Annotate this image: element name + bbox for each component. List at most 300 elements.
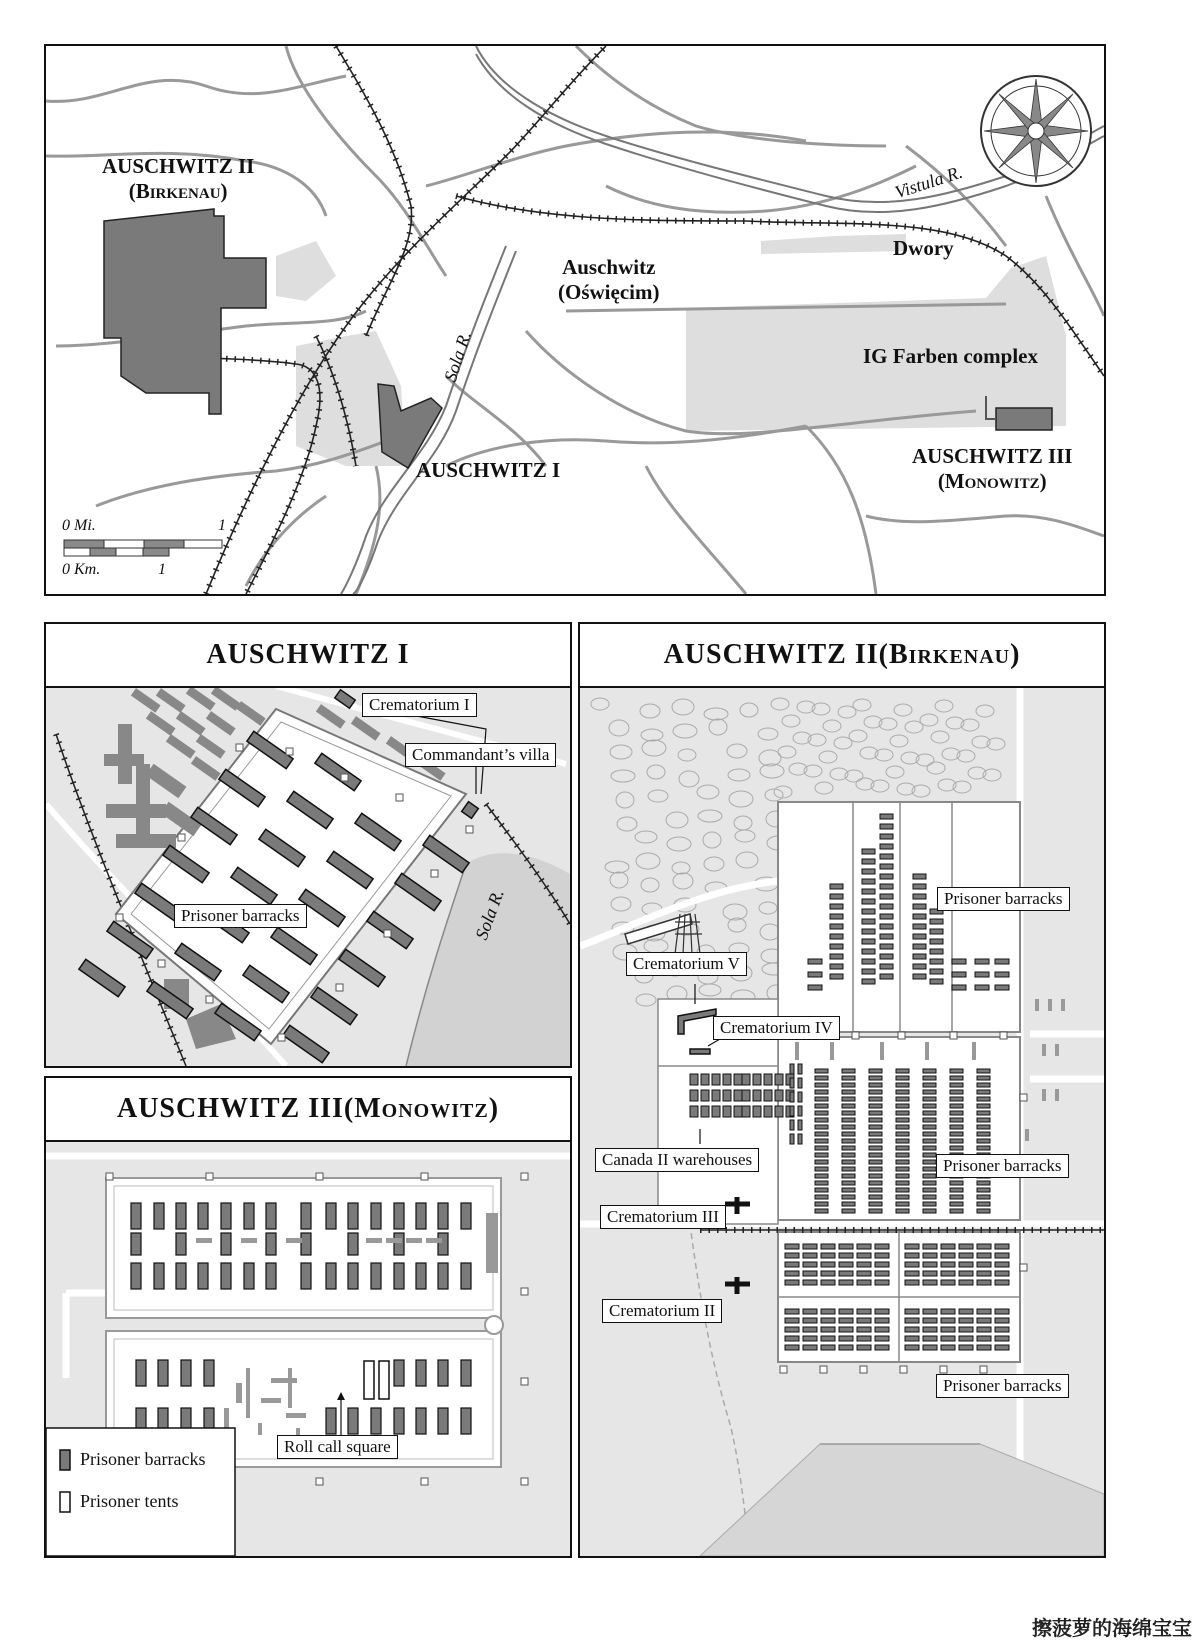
birkenau-barrack [880,874,893,879]
birkenau-barrack [790,1120,794,1130]
auschwitz1-drawing [46,624,570,1066]
birkenau-barrack [869,1174,882,1178]
birkenau-barrack [913,934,926,939]
birkenau-barrack [815,1076,828,1080]
barracks-mid-label: Prisoner barracks [936,1154,1069,1178]
birkenau-barrack [842,1111,855,1115]
monowitz-barrack [181,1360,191,1386]
birkenau-barrack [905,1271,919,1276]
birkenau-barrack [950,1188,963,1192]
birkenau-barrack [869,1188,882,1192]
birkenau-barrack [808,959,822,964]
monowitz-barrack [438,1263,448,1289]
birkenau-barrack [923,1153,936,1157]
birkenau-barrack [959,1318,973,1323]
birkenau-barrack [842,1167,855,1171]
birkenau-barrack [896,1153,909,1157]
sola-river-label: Sola R. [471,886,508,943]
birkenau-barrack [959,1336,973,1341]
birkenau-barrack [821,1262,835,1267]
birkenau-barrack [869,1083,882,1087]
monowitz-barrack [266,1263,276,1289]
birkenau-barrack [923,1336,937,1341]
birkenau-barrack [995,1345,1009,1350]
birkenau-barrack [941,1336,955,1341]
birkenau-barrack [764,1106,772,1117]
monowitz-barrack [221,1263,231,1289]
watch-post [116,914,123,921]
minor-building [196,1238,212,1243]
birkenau-barrack [869,1076,882,1080]
birkenau-barrack [857,1309,871,1314]
birkenau-barrack [857,1318,871,1323]
birkenau-barrack [712,1106,720,1117]
birkenau-barrack [950,1111,963,1115]
birkenau-barrack [959,1262,973,1267]
watch-post [316,1478,323,1485]
birkenau-barrack [815,1090,828,1094]
birkenau-barrack [753,1090,761,1101]
monowitz-label: AUSCHWITZ III (Monowitz) [912,444,1073,493]
birkenau-barrack [913,884,926,889]
compass-rose-icon [981,76,1091,186]
birkenau-barrack [690,1074,698,1085]
birkenau-drawing [580,624,1104,1556]
birkenau-barrack [930,969,943,974]
watch-post [336,984,343,991]
birkenau-barrack [913,944,926,949]
birkenau-barrack [803,1345,817,1350]
crematorium2-label: Crematorium II [602,1299,722,1323]
birkenau-barrack [869,1195,882,1199]
birkenau-barrack [913,914,926,919]
birkenau-barrack [977,1188,990,1192]
monowitz-barrack [348,1263,358,1289]
birkenau-barrack [839,1336,853,1341]
crematorium3-label: Crematorium III [600,1205,726,1229]
birkenau-barrack [923,1125,936,1129]
birkenau-barrack [977,1146,990,1150]
birkenau-barrack [896,1174,909,1178]
birkenau-barrack [839,1309,853,1314]
birkenau-barrack [880,864,893,869]
birkenau-barrack [923,1160,936,1164]
birkenau-barrack [790,1064,794,1074]
monowitz-barrack [301,1263,311,1289]
birkenau-barrack [821,1253,835,1258]
monowitz-barrack [461,1263,471,1289]
birkenau-barrack [880,834,893,839]
birkenau-barrack [913,874,926,879]
birkenau-title [580,624,1104,688]
birkenau-barrack [995,1318,1009,1323]
birkenau-barrack [869,1090,882,1094]
birkenau-barrack [950,1132,963,1136]
birkenau-title-main: AUSCHWITZ II [663,639,879,670]
monowitz-drawing [46,1078,570,1556]
barracks-bottom-label: Prisoner barracks [936,1374,1069,1398]
birkenau-barrack [830,974,843,979]
birkenau-barrack [913,954,926,959]
birkenau-barrack [701,1106,709,1117]
birkenau-barrack [977,1202,990,1206]
birkenau-barrack [905,1345,919,1350]
birkenau-barrack [977,1271,991,1276]
scale-bar [64,540,222,556]
birkenau-panel [578,622,1106,1558]
monowitz-barrack [416,1408,426,1434]
birkenau-barrack [862,879,875,884]
birkenau-barrack [959,1253,973,1258]
birkenau-barrack [950,1069,963,1073]
monowitz-barrack [416,1203,426,1229]
monowitz-barrack [394,1233,404,1255]
birkenau-barrack [839,1327,853,1332]
birkenau-barrack [923,1118,936,1122]
watch-post [980,1366,987,1373]
birkenau-barrack [923,1167,936,1171]
birkenau-barrack [977,1280,991,1285]
birkenau-barrack [857,1253,871,1258]
birkenau-barrack [995,1262,1009,1267]
birkenau-barrack [803,1318,817,1323]
birkenau-barrack [941,1280,955,1285]
birkenau-barrack [842,1076,855,1080]
birkenau-barrack [896,1181,909,1185]
overview-map-drawing [46,46,1104,594]
birkenau-barrack [995,985,1009,990]
birkenau-barrack [977,1318,991,1323]
birkenau-barrack [950,1195,963,1199]
minor-building [406,1238,422,1243]
birkenau-barrack [880,944,893,949]
birkenau-barrack [830,934,843,939]
birkenau-barrack [923,1069,936,1073]
birkenau-barrack [950,1125,963,1129]
birkenau-barrack [785,1253,799,1258]
monowitz-barrack [326,1408,336,1434]
birkenau-barrack [869,1153,882,1157]
birkenau-barrack [923,1195,936,1199]
birkenau-barrack [815,1209,828,1213]
birkenau-barrack [941,1244,955,1249]
birkenau-barrack [995,1271,1009,1276]
birkenau-barrack [913,964,926,969]
watch-post [860,1366,867,1373]
birkenau-barrack [975,972,989,977]
birkenau-barrack [753,1074,761,1085]
birkenau-barrack [798,1106,802,1116]
birkenau-barrack [842,1083,855,1087]
birkenau-barrack [842,1125,855,1129]
birkenau-barrack [905,1244,919,1249]
watch-post [852,1032,859,1039]
monowitz-barrack [371,1408,381,1434]
scale-mi-zero: 0 Mi. [62,517,96,534]
birkenau-barrack [842,1139,855,1143]
birkenau-barrack [842,1104,855,1108]
birkenau-barrack [821,1271,835,1276]
birkenau-barrack [923,1090,936,1094]
birkenau-title-sub: (Birkenau) [878,639,1021,670]
birkenau-barrack [815,1125,828,1129]
birkenau-barrack [862,889,875,894]
overview-map [44,44,1106,596]
legend-barracks-label: Prisoner barracks [80,1449,206,1469]
birkenau-barrack [941,1253,955,1258]
birkenau-barrack [905,1318,919,1323]
birkenau-barrack [923,1345,937,1350]
birkenau-barrack [734,1090,742,1101]
monowitz-camp-shape [996,408,1052,430]
birkenau-barrack [821,1309,835,1314]
birkenau-barrack [923,1202,936,1206]
birkenau-barrack [880,814,893,819]
birkenau-barrack [842,1174,855,1178]
birkenau-barrack [950,1118,963,1122]
monowitz-barrack [204,1360,214,1386]
monowitz-barrack [266,1203,276,1229]
crematorium5-label: Crematorium V [626,952,747,976]
birkenau-barrack [830,904,843,909]
monowitz-barrack [326,1203,336,1229]
birkenau-barrack [798,1064,802,1074]
birkenau-barrack [803,1253,817,1258]
monowitz-barrack [158,1360,168,1386]
watch-post [898,1032,905,1039]
birkenau-barrack [701,1074,709,1085]
birkenau-barrack [785,1280,799,1285]
birkenau-barrack [977,1253,991,1258]
birkenau-barrack [808,972,822,977]
barracks-top-label: Prisoner barracks [937,887,1070,911]
birkenau-barrack [815,1167,828,1171]
birkenau-barrack [869,1125,882,1129]
birkenau-barrack [880,884,893,889]
scale-km-one: 1 [158,561,166,578]
birkenau-barrack [821,1244,835,1249]
monowitz-barrack [461,1408,471,1434]
minor-building [286,1238,302,1243]
watch-post [820,1366,827,1373]
birkenau-barrack [742,1090,750,1101]
birkenau-barrack [995,1253,1009,1258]
birkenau-barrack [712,1090,720,1101]
birkenau-barrack [913,894,926,899]
birkenau-barrack [977,1139,990,1143]
monowitz-title [46,1078,570,1142]
birkenau-barrack [875,1253,889,1258]
birkenau-barrack [950,1181,963,1185]
birkenau-barrack [923,1139,936,1143]
birkenau-barrack [803,1271,817,1276]
birkenau-barrack [798,1092,802,1102]
monowitz-title-sub: (Monowitz) [343,1093,500,1124]
birkenau-barrack [842,1132,855,1136]
birkenau-barrack [830,884,843,889]
birkenau-barrack [857,1271,871,1276]
monowitz-barrack [438,1203,448,1229]
monowitz-barrack [198,1263,208,1289]
birkenau-barrack [821,1336,835,1341]
minor-building [386,1238,402,1243]
monowitz-barrack [221,1233,231,1255]
birkenau-barrack [875,1271,889,1276]
birkenau-barrack [808,985,822,990]
monowitz-barrack [348,1233,358,1255]
watch-post [206,996,213,1003]
town-label: Auschwitz (Oświęcim) [558,255,660,304]
monowitz-barrack [461,1203,471,1229]
birkenau-barrack [995,1336,1009,1341]
birkenau-barrack [880,964,893,969]
birkenau-barrack [857,1345,871,1350]
birkenau-barrack [995,1309,1009,1314]
birkenau-barrack [896,1146,909,1150]
monowitz-barrack [394,1263,404,1289]
watch-post [206,1173,213,1180]
birkenau-barrack [842,1195,855,1199]
birkenau-barrack [862,859,875,864]
birkenau-barrack [775,1106,783,1117]
birkenau-barrack [857,1280,871,1285]
monowitz-barrack [154,1263,164,1289]
birkenau-barrack [785,1327,799,1332]
birkenau-barrack [950,1104,963,1108]
birkenau-barrack [803,1327,817,1332]
birkenau-barrack [975,985,989,990]
birkenau-barrack [880,854,893,859]
auschwitz1-panel [44,622,572,1068]
birkenau-barrack [839,1280,853,1285]
watch-post [316,1173,323,1180]
birkenau-barrack [959,1345,973,1350]
birkenau-barrack [977,1309,991,1314]
watch-post [521,1173,528,1180]
birkenau-barrack [975,959,989,964]
birkenau-barrack [995,1327,1009,1332]
birkenau-barrack [905,1262,919,1267]
monowitz-barrack [326,1263,336,1289]
birkenau-barrack [896,1132,909,1136]
birkenau-barrack [950,1090,963,1094]
birkenau-barrack [842,1160,855,1164]
birkenau-barrack [712,1074,720,1085]
birkenau-barrack [785,1345,799,1350]
birkenau-barrack [734,1074,742,1085]
birkenau-barrack [723,1090,731,1101]
watch-post [158,960,165,967]
monowitz-barrack [154,1203,164,1229]
birkenau-barrack [995,959,1009,964]
birkenau-barrack [923,1253,937,1258]
birkenau-barrack [862,969,875,974]
birkenau-barrack [815,1069,828,1073]
birkenau-barrack [869,1118,882,1122]
birkenau-barrack [842,1209,855,1213]
birkenau-barrack [923,1076,936,1080]
birkenau-barrack [764,1074,772,1085]
birkenau-barrack [815,1195,828,1199]
birkenau-barrack [977,1327,991,1332]
birkenau-barrack [785,1318,799,1323]
birkenau-barrack [869,1111,882,1115]
monowitz-barrack [221,1203,231,1229]
birkenau-barrack [869,1104,882,1108]
birkenau-barrack [880,974,893,979]
birkenau-barrack [977,1125,990,1129]
birkenau-barrack [896,1195,909,1199]
birkenau-barrack [923,1111,936,1115]
birkenau-barrack [959,1280,973,1285]
birkenau-barrack [839,1345,853,1350]
birkenau-barrack [959,1309,973,1314]
monowitz-barrack [176,1233,186,1255]
birkenau-barrack [775,1090,783,1101]
birkenau-barrack [896,1167,909,1171]
birkenau-barrack [785,1336,799,1341]
birkenau-barrack [959,1244,973,1249]
monowitz-barrack [394,1360,404,1386]
birkenau-barrack [995,972,1009,977]
birkenau-barrack [857,1336,871,1341]
watch-post [1020,1264,1027,1271]
watch-post [286,748,293,755]
birkenau-barrack [842,1188,855,1192]
birkenau-barrack [785,1262,799,1267]
birkenau-barrack [842,1202,855,1206]
birkenau-barrack [815,1111,828,1115]
birkenau-barrack [896,1097,909,1101]
birkenau-barrack [869,1146,882,1150]
birkenau-barrack [821,1280,835,1285]
birkenau-barrack [869,1167,882,1171]
birkenau-barrack [896,1076,909,1080]
birkenau-barrack [930,979,943,984]
monowitz-barrack [438,1360,448,1386]
watch-post [950,1032,957,1039]
birkenau-barrack [862,899,875,904]
birkenau-barrack [950,1209,963,1213]
auschwitz1-label: AUSCHWITZ I [416,458,561,482]
birkenau-barrack [830,924,843,929]
watch-post [278,1034,285,1041]
birkenau-barrack [905,1309,919,1314]
birkenau-barrack [977,1262,991,1267]
birkenau-barrack [923,1132,936,1136]
birkenau-barrack [923,1327,937,1332]
birkenau-barrack [896,1104,909,1108]
birkenau-barrack [862,919,875,924]
birkenau-barrack [905,1336,919,1341]
scale-km-zero: 0 Km. [62,561,101,578]
birkenau-barrack [896,1139,909,1143]
watch-post [466,826,473,833]
birkenau-barrack [923,1083,936,1087]
birkenau-barrack [815,1181,828,1185]
monowitz-barrack [266,1233,276,1255]
birkenau-barrack [862,939,875,944]
birkenau-barrack [941,1318,955,1323]
crematorium4-label: Crematorium IV [713,1016,840,1040]
birkenau-barrack [896,1209,909,1213]
birkenau-barrack [959,1271,973,1276]
birkenau-barrack [803,1336,817,1341]
watch-post [521,1378,528,1385]
minor-building [366,1238,382,1243]
birkenau-barrack [842,1118,855,1122]
birkenau-barrack [875,1244,889,1249]
